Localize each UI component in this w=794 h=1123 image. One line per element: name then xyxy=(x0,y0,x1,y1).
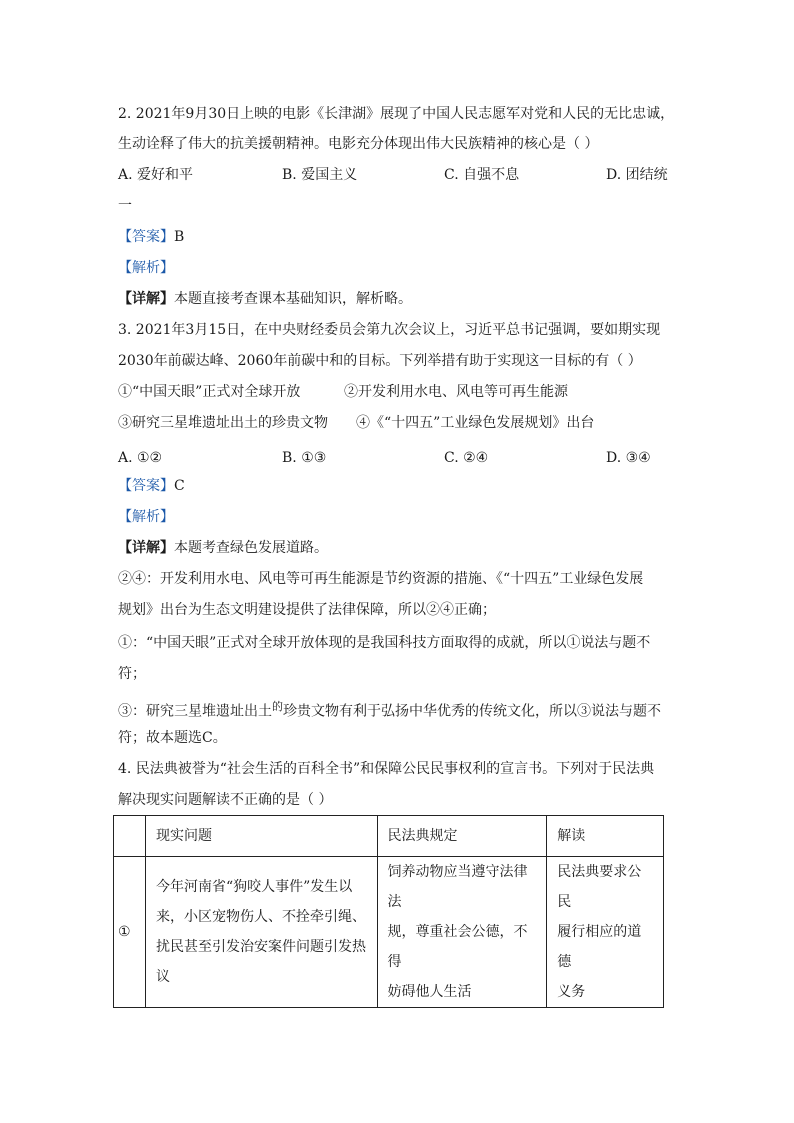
q4-rule-line: 妨碍他人生活 xyxy=(387,984,472,1000)
q2-stem-line-2: 生动诠释了伟大的抗美援朝精神。电影充分体现出伟大民族精神的核心是（ ） xyxy=(118,136,599,152)
table-row xyxy=(114,857,664,1008)
q4-header-reading: 解读 xyxy=(547,816,664,857)
q4-rule-line: 饲养动物应当遵守法律法 xyxy=(387,864,528,910)
q3-explanation-3a xyxy=(118,697,661,722)
q3-explanation-3a-pre: ③：研究三星堆遗址出土 xyxy=(118,703,272,720)
q3-explanation-3a-sup: 的 xyxy=(272,700,283,713)
q3-stem-line-1: 3. 2021年3月15日，在中央财经委员会第九次会议上，习近平总书记强调，要如期实现 xyxy=(118,322,661,338)
q3-explanation-2a: ①：“中国天眼”正式对全球开放体现的是我国科技方面取得的成就，所以①说法与题不 xyxy=(118,635,651,651)
q3-detail-label: 【详解】 xyxy=(118,540,174,556)
q3-answer xyxy=(118,476,185,496)
q4-header-problem: 现实问题 xyxy=(145,816,377,857)
q4-stem-line-2: 解决现实问题解读不正确的是（ ） xyxy=(118,792,333,808)
q3-detail xyxy=(118,538,328,558)
q3-option-c: C. ②④ xyxy=(444,450,489,466)
q4-row-num: ① xyxy=(114,857,146,1008)
q2-detail-text: 本题直接考查课本基础知识，解析略。 xyxy=(174,291,412,307)
q4-table xyxy=(113,815,664,1008)
q2-detail xyxy=(118,289,412,309)
q3-item-4: ④《“十四五”工业绿色发展规划》出台 xyxy=(356,415,595,431)
q2-answer-value: B xyxy=(174,229,185,245)
q2-answer xyxy=(118,227,184,247)
q4-reading-line: 义务 xyxy=(557,984,586,1000)
q4-reading-line: 民法典要求公民 xyxy=(557,864,642,910)
q3-analysis-label: 【解析】 xyxy=(118,509,174,525)
q4-header-num xyxy=(114,816,146,857)
q4-row-problem xyxy=(145,857,377,1008)
q4-header-rule: 民法典规定 xyxy=(377,816,547,857)
q2-detail-label: 【详解】 xyxy=(118,291,174,307)
q4-table-header-row xyxy=(114,816,664,857)
q4-problem-line: 扰民甚至引发治安案件问题引发热 xyxy=(155,939,366,955)
q4-stem-line-1: 4. 民法典被誉为“社会生活的百科全书”和保障公民民事权利的宣言书。下列对于民法典 xyxy=(118,761,655,777)
q4-problem-line: 今年河南省“狗咬人事件”发生以 xyxy=(155,879,353,895)
q4-row-reading xyxy=(547,857,664,1008)
q3-option-b: B. ①③ xyxy=(282,450,327,466)
q3-explanation-1b: 规划》出台为生态文明建设提供了法律保障，所以②④正确； xyxy=(118,602,496,618)
q2-option-d: D. 团结统 xyxy=(606,167,668,183)
q3-item-1: ①“中国天眼”正式对全球开放 xyxy=(118,384,301,400)
q4-row-rule xyxy=(377,857,547,1008)
q3-stem-line-2: 2030年前碳达峰、2060年前碳中和的目标。下列举措有助于实现这一目标的有（ ） xyxy=(118,353,642,369)
q2-option-b: B. 爱国主义 xyxy=(282,167,358,183)
q2-option-a: A. 爱好和平 xyxy=(118,167,194,183)
q4-reading-line: 履行相应的道德 xyxy=(557,924,642,970)
q4-problem-line: 议 xyxy=(155,969,170,985)
q3-item-3: ③研究三星堆遗址出土的珍贵文物 xyxy=(118,415,328,431)
q2-stem-line-1: 2. 2021年9月30日上映的电影《长津湖》展现了中国人民志愿军对党和人民的无比忠诚， xyxy=(118,106,675,122)
q3-explanation-3b: 符；故本题选C。 xyxy=(118,730,227,746)
q3-option-a: A. ①② xyxy=(118,450,163,466)
q3-explanation-1a: ②④：开发利用水电、风电等可再生能源是节约资源的措施、《“十四五”工业绿色发展 xyxy=(118,571,644,587)
q2-answer-label: 【答案】 xyxy=(118,229,174,245)
q3-answer-value: C xyxy=(174,478,185,494)
q3-explanation-3a-post: 珍贵文物有利于弘扬中华优秀的传统文化，所以③说法与题不 xyxy=(283,703,661,720)
q3-explanation-2b: 符； xyxy=(118,666,146,682)
q3-answer-label: 【答案】 xyxy=(118,478,174,494)
q4-problem-line: 来，小区宠物伤人、不拴牵引绳、 xyxy=(155,909,366,925)
q2-option-c: C. 自强不息 xyxy=(444,167,520,183)
q3-detail-text: 本题考查绿色发展道路。 xyxy=(174,540,328,556)
q3-option-d: D. ③④ xyxy=(606,450,651,466)
q4-rule-line: 规，尊重社会公德，不得 xyxy=(387,924,528,970)
q2-option-d-wrap: 一 xyxy=(118,198,132,214)
q2-analysis-label: 【解析】 xyxy=(118,260,174,276)
q3-item-2: ②开发利用水电、风电等可再生能源 xyxy=(344,384,568,400)
